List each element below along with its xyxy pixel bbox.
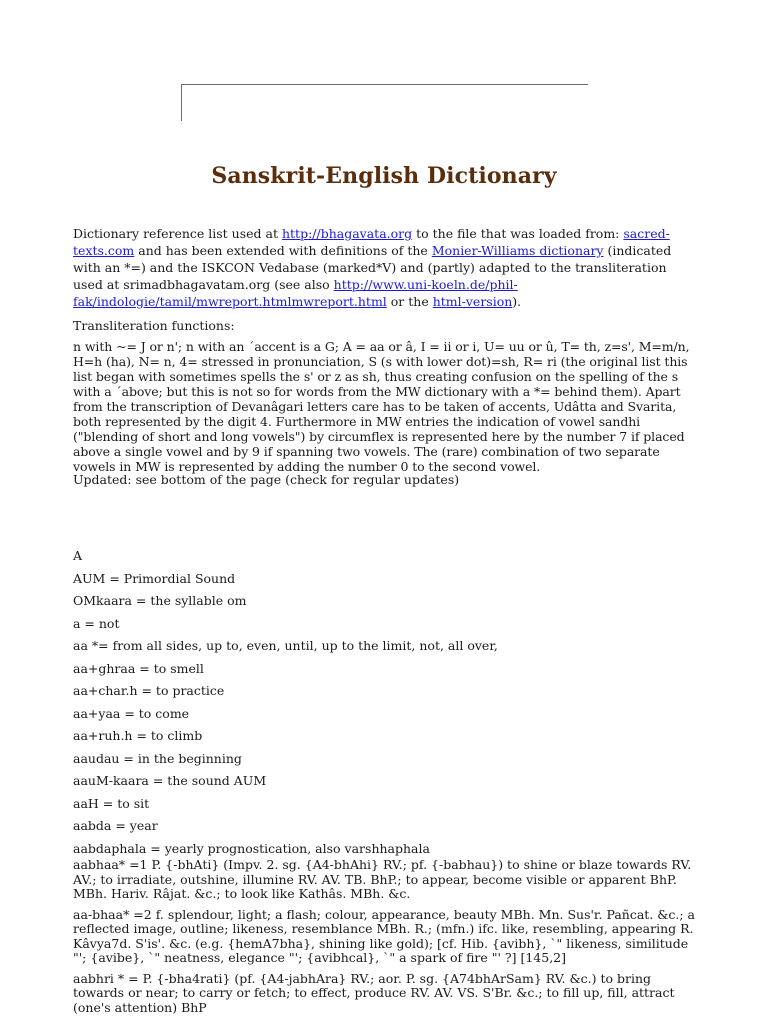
dictionary-entry-long: aabhri * = P. {-bha4rati} (pf. {A4-jabhAra} RV.; aor. P. sg. {A74bhArSam} RV. &c.) to bring towards or near; to carry or fetch; to effect, produce RV. AV. VS. S'Br. &c.; to fill up, fill, attract (one's attention) BhP — [73, 970, 675, 1015]
intro-paragraph — [73, 225, 698, 310]
dictionary-entry: A — [73, 548, 83, 563]
dictionary-entry: aabdaphala = yearly prognostication, also varshhaphala — [73, 840, 430, 856]
intro-text: to the file that was loaded from: — [412, 226, 624, 241]
dictionary-entry: OMkaara = the syllable om — [73, 593, 247, 608]
transliteration-paragraph: n with ~= J or n'; n with an ´accent is a G; A = aa or â, I = ii or i, U= uu or û, T= th, z=s', M=m/n, H=h (ha), N= n, 4= stressed in pronunciation, S (s with lower dot)=sh, R= ri (the original list this list began with sometimes spells the s' or z as sh, thus creating confusion on the spelling of the s with a ´above; but this is not so for words from the MW dictionary with a *= behind them). Apart from the transcription of Devanâgari letters care has to be taken of accents, Udâtta and Svarita, both represented by the digit 4. Furthermore in MW entries the indication of vowel sandhi ("blending of short and long vowels") by circumflex is represented here by the number 7 if placed above a single vowel and by 9 if spanning two vowels. The (rare) combination of two separate vowels in MW is represented by adding the number 0 to the second vowel. — [73, 339, 690, 474]
dictionary-entry-long: aabhaa* =1 P. {-bhAti} (Impv. 2. sg. {A4-bhAhi} RV.; pf. {-babhau}) to shine or blaze towards RV. AV.; to irradiate, outshine, illumine RV. AV. TB. BhP.; to appear, become visible or apparent BhP. MBh. Hariv. Râjat. &c.; to look like Kathâs. MBh. &c. — [73, 857, 692, 901]
intro-text: and has been extended with definitions of the — [134, 243, 432, 258]
dictionary-entry: aabda = year — [73, 818, 158, 833]
intro-text: (indicated with an *=) and the ISKCON Vedabase (marked*V) and (partly) adapted to the transliteration used at srimadbhagavatam.org (see also — [73, 243, 672, 292]
dictionary-entry: aa+ruh.h = to climb — [73, 728, 203, 743]
transliteration-heading: Transliteration functions: — [73, 318, 235, 333]
dictionary-entry-long: aa-bhaa* =2 f. splendour, light; a flash; colour, appearance, beauty MBh. Mn. Sus'r. Pañcat. &c.; a reflected image, outline; likeness, resemblance MBh. R.; (mfn.) ifc. like, resembling, appearing R. Kâvya7d. S'is'. &c. (e.g. {hemA7bha}, shining like gold); [cf. Hib. {avibh}, `" likeness, similitude "'; {avibe}, `" neatness, elegance "'; {avibhcal}, `" a spark of fire "' ?] [145,2] — [73, 906, 695, 965]
dictionary-entry: aa+ghraa = to smell — [73, 660, 204, 676]
dictionary-entry: aaH = to sit — [73, 795, 150, 811]
intro-text: Dictionary reference list used at — [73, 226, 282, 241]
dictionary-entry: aauM-kaara = the sound AUM — [73, 773, 267, 788]
vertical-rule — [181, 84, 182, 121]
header-rule — [181, 84, 588, 121]
dictionary-entries — [73, 545, 703, 860]
html-version-link[interactable]: html-version — [432, 294, 513, 309]
dictionary-long-entries — [73, 858, 703, 1021]
dictionary-entry: aa *= from all sides, up to, even, until, up to the limit, not, all over, — [73, 638, 498, 653]
horizontal-rule — [181, 84, 588, 85]
uni-koeln-link[interactable]: http://www.uni-koeln.de/phil-fak/indologie/tamil/mwreport.htmlmwreport.html — [73, 277, 518, 309]
dictionary-entry: aaudau = in the beginning — [73, 750, 242, 766]
dictionary-entry: aa+yaa = to come — [73, 705, 190, 721]
monier-williams-link[interactable]: Monier-Williams dictionary — [431, 243, 604, 258]
updated-note: Updated: see bottom of the page (check for regular updates) — [73, 472, 460, 487]
intro-text: or the — [386, 294, 433, 309]
intro-text: ). — [512, 294, 522, 309]
dictionary-entry: AUM = Primordial Sound — [73, 570, 236, 586]
dictionary-entry: aa+char.h = to practice — [73, 683, 225, 698]
sacred-texts-link[interactable]: sacred-texts.com — [73, 226, 670, 258]
bhagavata-link[interactable]: http://bhagavata.org — [281, 226, 413, 241]
dictionary-entry: a = not — [73, 615, 120, 631]
page-title: Sanskrit-English Dictionary — [211, 163, 557, 189]
